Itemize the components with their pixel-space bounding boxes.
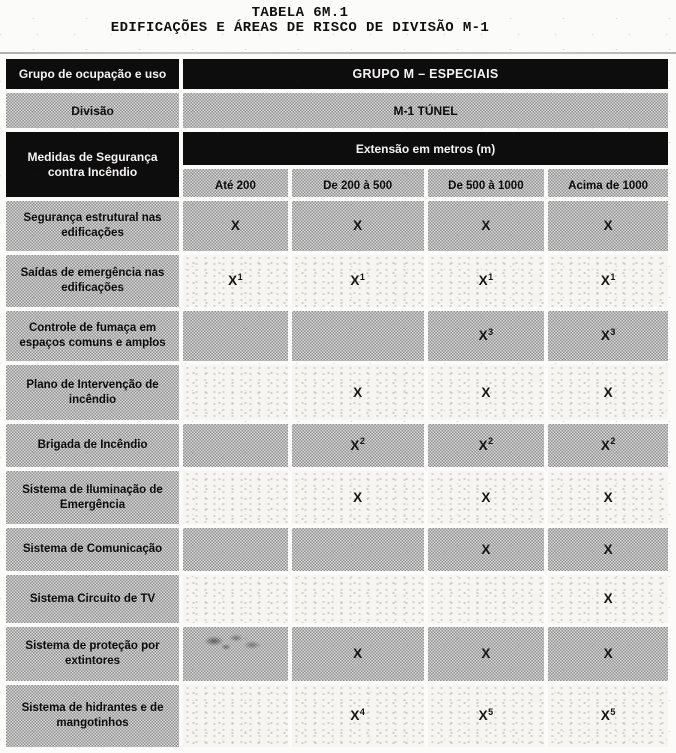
footnote-superscript: 1 — [359, 271, 365, 282]
measure-cell — [292, 311, 424, 361]
column-header-200-500: De 200 à 500 — [292, 169, 424, 197]
x-mark: $X^1$ — [600, 271, 616, 288]
x-mark: $X^2$ — [478, 436, 494, 453]
footnote-superscript: 3 — [488, 326, 494, 337]
column-header-500-1000: De 500 à 1000 — [428, 169, 545, 197]
row-label: Sistema de proteção por extintores — [6, 627, 179, 681]
row-label: Sistema de Comunicação — [6, 528, 179, 571]
x-mark: X — [353, 384, 363, 400]
table-row — [6, 685, 668, 747]
measure-cell — [428, 255, 545, 307]
x-mark: $X^5$ — [478, 706, 494, 723]
table-row — [6, 424, 668, 467]
measure-cell — [183, 528, 288, 571]
measure-cell — [548, 528, 668, 571]
column-header-ate-200: Até 200 — [183, 169, 288, 197]
measure-cell — [292, 201, 424, 251]
measure-cell — [183, 201, 288, 251]
page-title — [0, 6, 600, 36]
x-mark: $X^2$ — [600, 436, 616, 453]
measure-cell — [428, 575, 545, 623]
footnote-superscript: 5 — [610, 706, 616, 717]
measure-cell — [292, 575, 424, 623]
measure-cell — [292, 685, 424, 747]
x-mark: X — [481, 541, 491, 557]
measure-cell — [183, 311, 288, 361]
table-row — [6, 255, 668, 307]
measure-cell — [428, 528, 545, 571]
table-row — [6, 201, 668, 251]
x-mark: $X^4$ — [350, 706, 365, 723]
table-row — [6, 575, 668, 623]
measure-cell — [183, 424, 288, 467]
x-mark: $X^3$ — [600, 326, 616, 343]
measure-cell — [548, 424, 668, 467]
row-label: Sistema Circuito de TV — [6, 575, 179, 623]
measure-cell — [183, 627, 288, 681]
x-mark: X — [481, 489, 491, 505]
measure-cell — [548, 685, 668, 747]
measure-cell — [548, 471, 668, 524]
risk-table — [2, 55, 672, 751]
measure-cell — [548, 255, 668, 307]
measure-cell — [548, 627, 668, 681]
measures-header-cell: Medidas de Segurança contra Incêndio — [6, 132, 179, 197]
footnote-superscript: 4 — [359, 706, 365, 717]
x-mark: $X^1$ — [350, 271, 365, 288]
division-row — [6, 93, 668, 128]
table-row — [6, 627, 668, 681]
division-value-cell: M-1 TÚNEL — [183, 93, 668, 128]
footnote-superscript: 1 — [237, 271, 243, 282]
division-label-cell: Divisão — [6, 93, 179, 128]
footnote-superscript: 3 — [610, 326, 616, 337]
row-label: Controle de fumaça em espaços comuns e amplos — [6, 311, 179, 361]
measure-cell — [428, 424, 545, 467]
x-mark: X — [603, 218, 613, 233]
x-mark: $X^1$ — [228, 271, 243, 288]
x-mark: X — [603, 489, 613, 505]
measure-cell — [183, 365, 288, 420]
column-header-acima-1000: Acima de 1000 — [548, 169, 668, 197]
table-row — [6, 471, 668, 524]
x-mark: X — [481, 384, 491, 400]
x-mark: X — [603, 541, 613, 557]
x-mark: $X^1$ — [478, 271, 494, 288]
table-number: TABELA 6M.1 — [251, 5, 349, 21]
footnote-superscript: 2 — [610, 436, 616, 446]
x-mark: $X^3$ — [478, 326, 494, 343]
x-mark: X — [603, 646, 613, 661]
measure-cell — [428, 627, 545, 681]
footnote-superscript: 5 — [488, 706, 494, 717]
extension-header-row — [6, 132, 668, 165]
table-row — [6, 365, 668, 420]
measure-cell — [548, 575, 668, 623]
measure-cell — [292, 528, 424, 571]
measure-cell — [183, 575, 288, 623]
measure-cell — [428, 201, 545, 251]
group-usage-row — [6, 59, 668, 89]
measure-cell — [548, 201, 668, 251]
row-label: Sistema de hidrantes e de mangotinhos — [6, 685, 179, 747]
measure-cell — [183, 685, 288, 747]
scan-top-rule — [0, 52, 676, 54]
measure-cell — [428, 365, 545, 420]
measure-cell — [428, 471, 545, 524]
x-mark: X — [353, 218, 363, 233]
row-label: Plano de Intervenção de incêndio — [6, 365, 179, 420]
x-mark: $X^5$ — [600, 706, 616, 723]
group-usage-value-cell: GRUPO M – ESPECIAIS — [183, 59, 668, 89]
measure-cell — [292, 365, 424, 420]
group-usage-label-cell: Grupo de ocupação e uso — [6, 59, 179, 89]
x-mark: X — [230, 218, 240, 233]
measure-cell — [548, 311, 668, 361]
x-mark: X — [481, 646, 491, 661]
x-mark: X — [353, 489, 363, 505]
x-mark: X — [353, 646, 363, 661]
footnote-superscript: 2 — [359, 436, 365, 446]
measure-cell — [292, 471, 424, 524]
measure-cell — [428, 685, 545, 747]
measure-cell — [292, 627, 424, 681]
table-caption: EDIFICAÇÕES E ÁREAS DE RISCO DE DIVISÃO M-1 — [110, 20, 490, 36]
x-mark: X — [603, 591, 613, 606]
extension-header-cell: Extensão em metros (m) — [183, 132, 668, 165]
measure-cell — [292, 424, 424, 467]
x-mark: X — [603, 384, 613, 400]
footnote-superscript: 1 — [488, 271, 494, 282]
x-mark: $X^2$ — [350, 436, 365, 453]
row-label: Sistema de Iluminação de Emergência — [6, 471, 179, 524]
measure-cell — [183, 255, 288, 307]
footnote-superscript: 2 — [488, 436, 494, 446]
row-label: Segurança estrutural nas edificações — [6, 201, 179, 251]
row-label: Brigada de Incêndio — [6, 424, 179, 467]
footnote-superscript: 1 — [610, 271, 616, 282]
x-mark: X — [481, 218, 491, 233]
measure-cell — [548, 365, 668, 420]
measure-cell — [292, 255, 424, 307]
table-row — [6, 528, 668, 571]
measures-body — [6, 201, 668, 747]
table-row — [6, 311, 668, 361]
measure-cell — [428, 311, 545, 361]
measure-cell — [183, 471, 288, 524]
row-label: Saídas de emergência nas edificações — [6, 255, 179, 307]
